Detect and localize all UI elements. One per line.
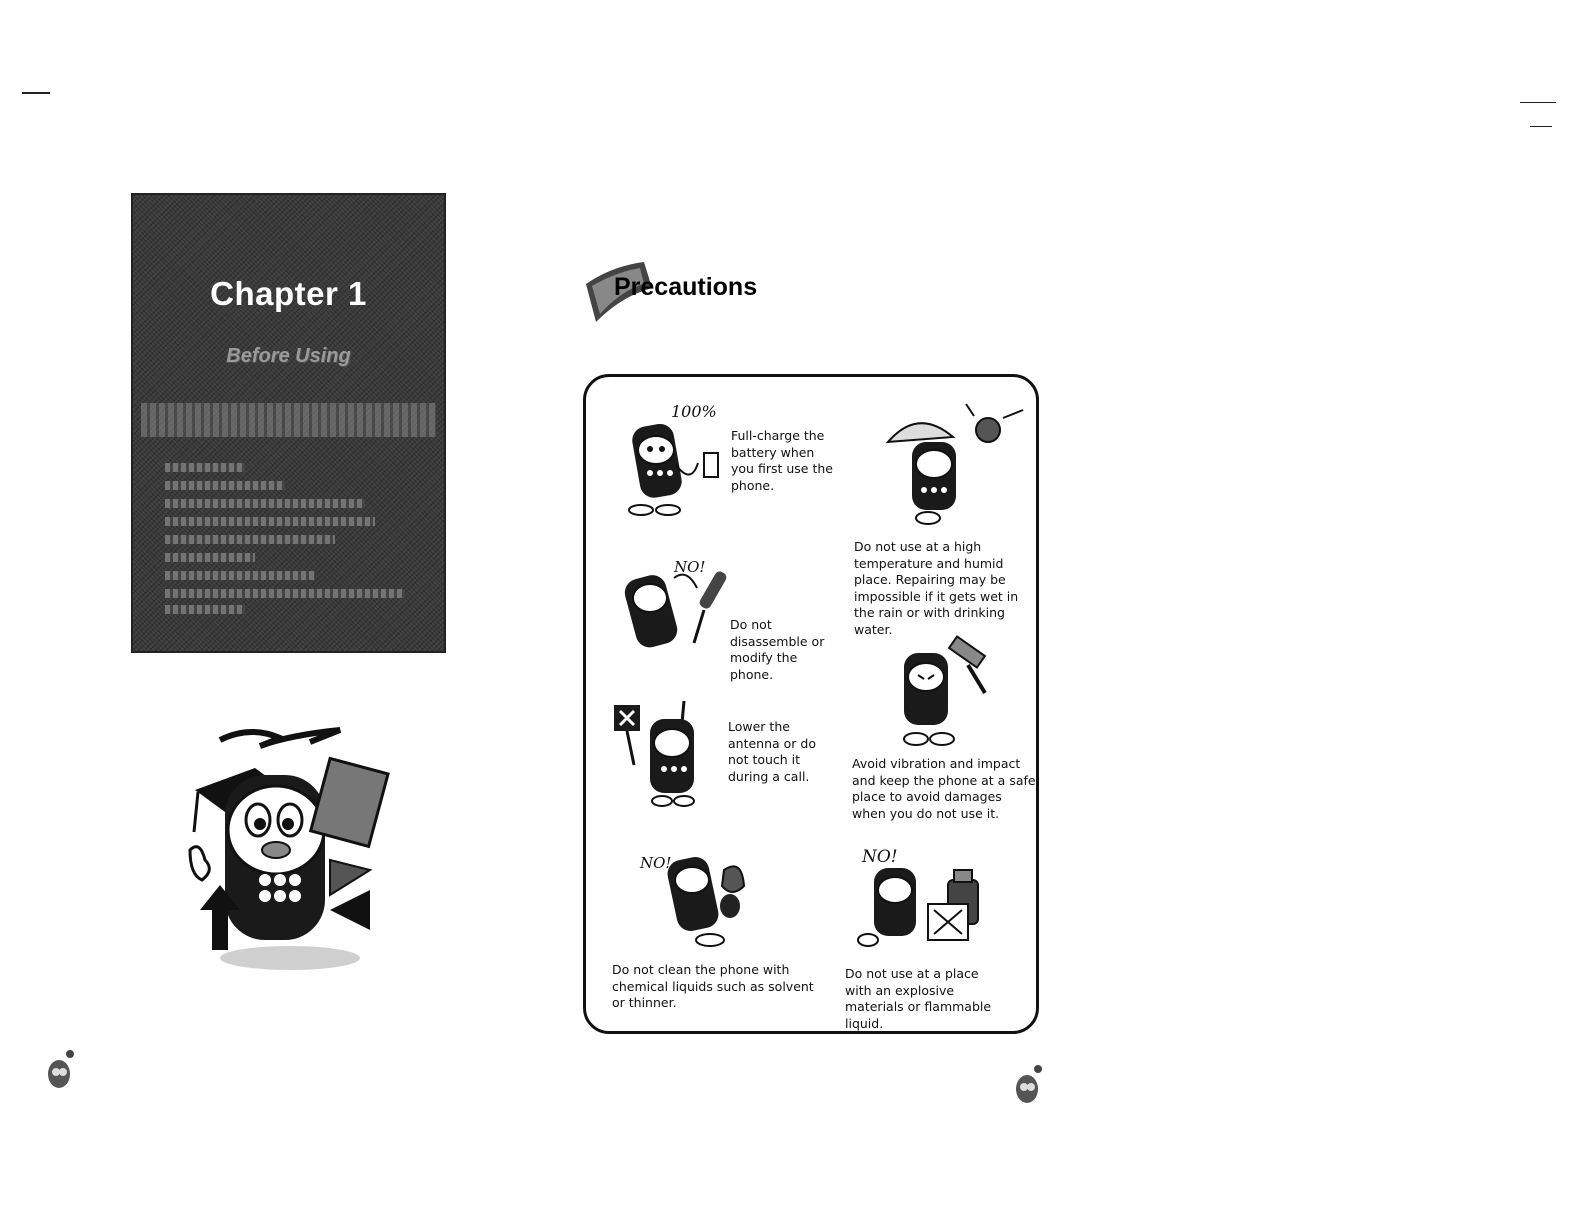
- svg-text:NO!: NO!: [674, 558, 706, 576]
- toc-line: [165, 605, 245, 614]
- toc-line: [165, 553, 255, 562]
- toc-line: [165, 463, 245, 472]
- toc-line: [165, 535, 335, 544]
- explosive-phone-icon: [844, 840, 994, 955]
- page-corner-phone-icon: [1012, 1063, 1046, 1107]
- precaution-item-explosive: Do not use at a place with an explosive materials or flammable liquid.: [845, 966, 992, 1031]
- svg-text:100%: 100%: [671, 402, 717, 421]
- scan-speck: [1520, 102, 1556, 103]
- svg-text:NO!: NO!: [862, 847, 898, 867]
- page-corner-phone-icon: [44, 1048, 78, 1092]
- precaution-item-antenna: Lower the antenna or do not touch it during a call.: [728, 719, 816, 784]
- antenna-phone-icon: [612, 695, 728, 810]
- scan-speck: [22, 92, 50, 94]
- chemical-phone-icon: [632, 828, 752, 953]
- svg-text:NO!: NO!: [640, 854, 672, 872]
- toc-line: [165, 481, 285, 490]
- chapter-panel: [131, 193, 446, 653]
- graduate-phone-mascot-icon: [180, 720, 410, 980]
- toc-line: [165, 517, 375, 526]
- scan-speck: [1530, 126, 1552, 127]
- sun-umbrella-phone-icon: [878, 402, 1028, 527]
- toc-line: [165, 499, 365, 508]
- toc-line: [165, 571, 315, 580]
- chapter-intro-illegible: [141, 403, 436, 437]
- chapter-subtitle: Before Using: [226, 345, 351, 367]
- precautions-heading: [582, 256, 822, 326]
- precaution-item-heat-humidity: Do not use at a high temperature and humid place. Repairing may be impossible if it gets wet in the rain or with drinking water.: [854, 539, 1019, 637]
- precaution-item-charge: Full-charge the battery when you first use the phone.: [731, 428, 833, 493]
- screwdriver-phone-icon: [612, 548, 742, 663]
- toc-line: [165, 589, 405, 598]
- precaution-item-chemical: Do not clean the phone with chemical liquids such as solvent or thinner.: [612, 962, 814, 1010]
- hammer-phone-icon: [880, 635, 1000, 750]
- precautions-title: Precautions: [614, 273, 758, 301]
- chapter-title: Chapter 1: [210, 275, 367, 312]
- charging-phone-icon: [606, 395, 726, 520]
- precaution-item-vibration: Avoid vibration and impact and keep the phone at a safe place to avoid damages when you do not use it.: [852, 756, 1036, 821]
- precaution-item-disassemble: Do not disassemble or modify the phone.: [730, 617, 825, 682]
